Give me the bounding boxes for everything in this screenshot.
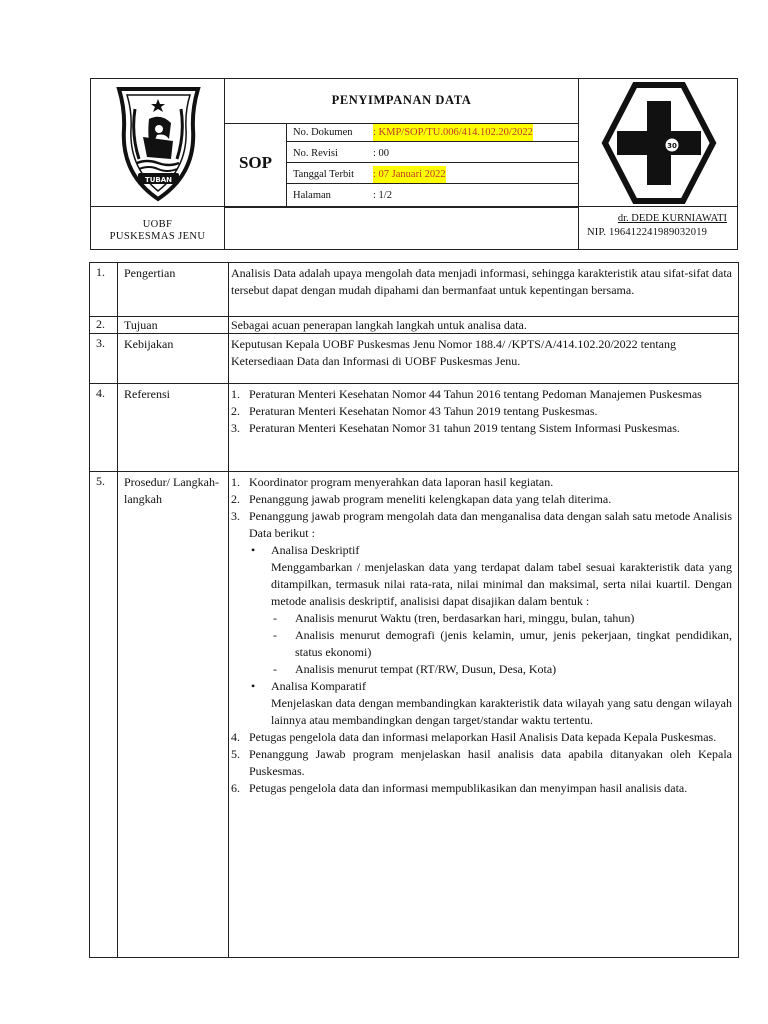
list-item: 5. Penanggung Jawab program menjelaskan hasil analisis data apabila ditanyakan oleh Kepala Puskesmas. <box>231 747 732 778</box>
list-item: 4. Petugas pengelola data dan informasi melaporkan Hasil Analisis Data kepada Kepala Puskesmas. <box>231 730 717 744</box>
list-item: 3. Peraturan Menteri Kesehatan Nomor 31 tahun 2019 tentang Sistem Informasi Puskesmas. <box>231 421 680 435</box>
meta-value: : 00 <box>373 148 390 159</box>
section-text <box>231 336 732 370</box>
list-item: 2. Penanggung jawab program meneliti kelengkapan data yang telah diterima. <box>231 492 612 506</box>
method-komparatif: • Analisa Komparatif <box>251 679 366 693</box>
section-number: 4. <box>96 386 105 400</box>
method-description: Menggambarkan / menjelaskan data yang terdapat dalam tabel sesuai karakteristik data yang ditampilkan, termasuk nilai rata-rata, nilai minimal dan maksimal, serta nilai kuartil. Dengan metode analisis deskriptif, analisisi dapat disajikan dalam bentuk : <box>271 560 732 608</box>
section-text <box>231 265 732 299</box>
signature-cell <box>578 206 738 250</box>
section-kebijakan <box>89 333 739 383</box>
empty-middle-cell <box>224 206 579 250</box>
meta-value: : 1/2 <box>373 190 392 201</box>
meta-row-halaman <box>287 187 578 204</box>
org-line-2: PUSKESMAS JENU <box>109 231 206 242</box>
meta-label: No. Dokumen <box>293 127 353 138</box>
title-cell <box>224 78 579 124</box>
section-number: 1. <box>96 265 105 279</box>
list-item: 6. Petugas pengelola data dan informasi mempublikasikan dan menyimpan hasil analisis data. <box>231 781 688 795</box>
sop-content-table <box>89 262 739 958</box>
section-text <box>231 317 732 334</box>
section-prosedur <box>89 471 739 958</box>
organization-name <box>91 219 224 243</box>
meta-value: : KMP/SOP/TU.006/414.102.20/2022 <box>373 124 533 141</box>
tuban-crest-icon <box>91 79 226 208</box>
signer-nip: NIP. 196412241989032019 <box>587 227 708 238</box>
list-item: 3. Penanggung jawab program mengolah data dan menganalisa data dengan salah satu metode Analisis Data berikut : <box>231 509 732 540</box>
meta-label: No. Revisi <box>293 148 338 159</box>
section-number: 3. <box>96 336 105 350</box>
section-number: 5. <box>96 474 105 488</box>
list-item: 1. Peraturan Menteri Kesehatan Nomor 44 Tahun 2016 tentang Pedoman Manajemen Puskesmas <box>231 387 702 401</box>
list-item: 1. Koordinator program menyerahkan data laporan hasil kegiatan. <box>231 475 554 489</box>
org-line-1: UOBF <box>142 219 173 230</box>
section-label: Referensi <box>124 387 170 401</box>
list-item: - Analisis menurut Waktu (tren, berdasarkan hari, minggu, bulan, tahun) <box>273 611 635 625</box>
sop-label-cell <box>224 123 287 208</box>
puskesmas-hexagon-cross-icon <box>579 79 739 208</box>
list-item: - Analisis menurut tempat (RT/RW, Dusun, Desa, Kota) <box>273 662 557 676</box>
section-text <box>231 474 732 797</box>
meta-label: Halaman <box>293 190 331 201</box>
meta-row-revisi <box>287 145 578 163</box>
section-number: 2. <box>96 317 105 331</box>
list-item: 2. Peraturan Menteri Kesehatan Nomor 43 Tahun 2019 tentang Puskesmas. <box>231 404 598 418</box>
section-text <box>231 386 732 437</box>
procedure-list-cont <box>231 729 732 797</box>
meta-label: Tanggal Terbit <box>293 169 355 180</box>
sop-label: SOP <box>238 153 273 172</box>
section-tujuan <box>89 316 739 333</box>
tujuan-text: Sebagai acuan penerapan langkah langkah untuk analisa data. <box>231 318 527 332</box>
organization-cell <box>90 206 225 250</box>
section-label: Pengertian <box>124 266 176 280</box>
section-referensi <box>89 383 739 471</box>
list-item: - Analisis menurut demografi (jenis kelamin, umur, jenis pekerjaan, tingkat pendidikan, status ekonomi) <box>273 628 732 659</box>
meta-value: : 07 Januari 2022 <box>373 166 446 183</box>
procedure-list <box>231 474 732 542</box>
svg-text:30: 30 <box>667 142 677 150</box>
sop-header <box>90 78 738 250</box>
method-description: Menjelaskan data dengan membandingkan karakteristik data wilayah yang satu dengan wilayah lainnya atau membandingkan dengan target/standar waktu tertentu. <box>271 696 732 727</box>
method-deskriptif: • Analisa Deskriptif <box>251 543 360 557</box>
left-logo-cell <box>90 78 225 207</box>
pengertian-text: Analisis Data adalah upaya mengolah data menjadi informasi, sehingga karakteristik atau sifat-sifat data tersebut dapat dengan mudah dipahami dan bermanfaat untuk kepentingan bersama. <box>231 266 732 297</box>
svg-text:TUBAN: TUBAN <box>144 176 173 184</box>
reference-list <box>231 386 732 437</box>
document-title: PENYIMPANAN DATA <box>331 93 472 107</box>
right-logo-cell <box>578 78 738 207</box>
section-label: Tujuan <box>124 318 158 332</box>
document-meta <box>286 123 579 208</box>
section-pengertian <box>89 262 739 316</box>
section-label: Prosedur/ Langkah-langkah <box>124 475 219 506</box>
kebijakan-text: Keputusan Kepala UOBF Puskesmas Jenu Nomor 188.4/ /KPTS/A/414.102.20/2022 tentang Ketersediaan Data dan Informasi di UOBF Puskesmas Jenu. <box>231 337 676 368</box>
meta-row-dokumen <box>287 124 578 142</box>
section-label: Kebijakan <box>124 337 174 351</box>
signer-name: dr. DEDE KURNIAWATI <box>617 213 727 224</box>
meta-row-tanggal <box>287 166 578 184</box>
